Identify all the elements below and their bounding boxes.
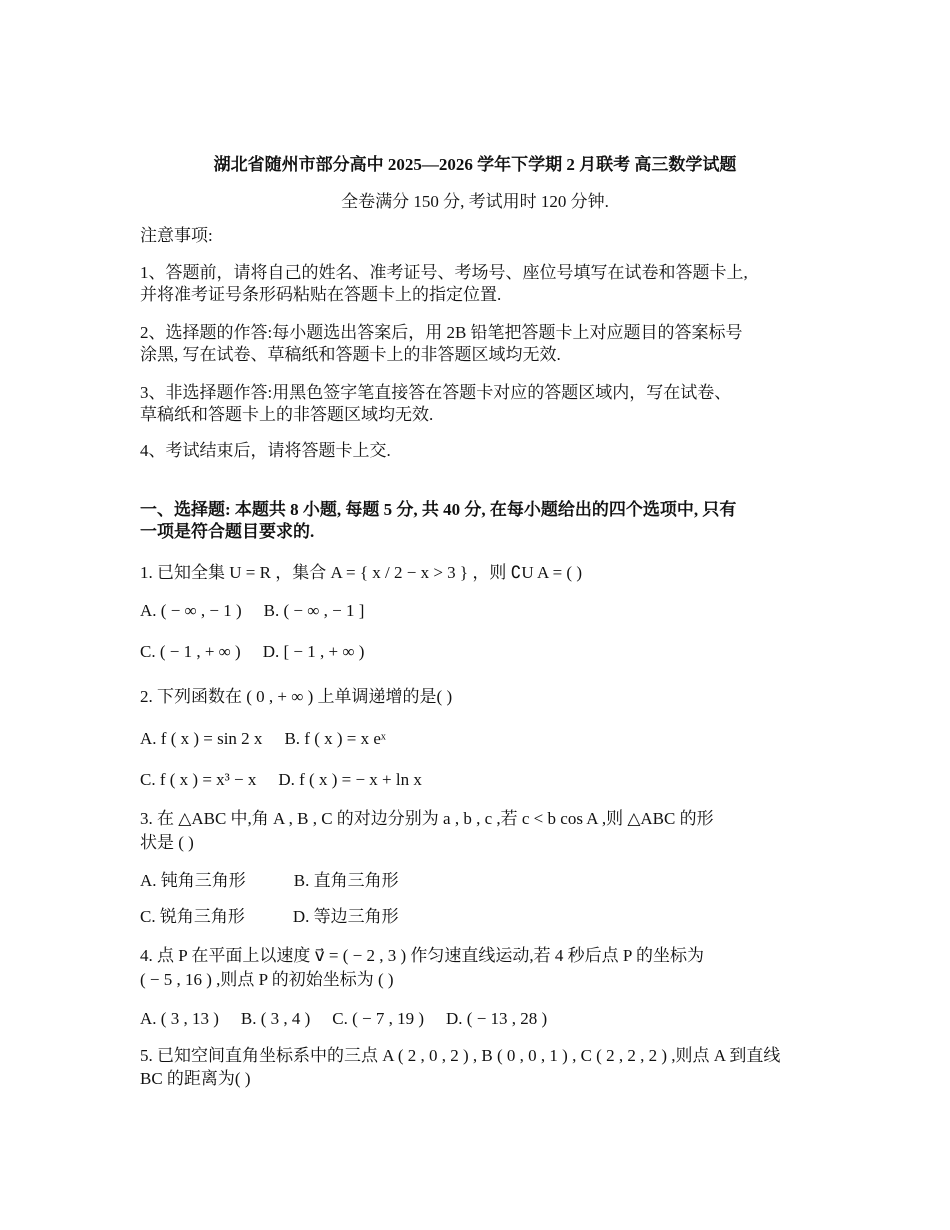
option-c: C. f ( x ) = x³ − x [140, 770, 257, 789]
question-2: 2. 下列函数在 ( 0 , + ∞ ) 上单调递增的是( ) [140, 687, 453, 706]
option-d: D. f ( x ) = − x + ln x [278, 770, 422, 789]
option-d: D. 等边三角形 [292, 907, 399, 926]
option-a: A. f ( x ) = sin 2 x [140, 729, 263, 748]
question-3: 状是 ( ) [140, 833, 194, 852]
question-1: 1. 已知全集 U = R ，集合 A = { x / 2 − x > 3 } ，则 ∁U A = ( ) [140, 563, 582, 582]
option-a: A. ( 3 , 13 ) [140, 1009, 219, 1028]
option-c: C. ( − 7 , 19 ) [332, 1009, 425, 1028]
option-b: B. ( − ∞ , − 1 ] [263, 601, 365, 620]
question-1-options [140, 641, 386, 663]
question-4-options [140, 1008, 569, 1030]
option-d: D. ( − 13 , 28 ) [446, 1009, 548, 1028]
option-c: C. ( − 1 , + ∞ ) [140, 642, 241, 661]
question-2-options [140, 728, 408, 750]
exam-title: 湖北省随州市部分高中 2025—2026 学年下学期 2 月联考 高三数学试题 [213, 155, 737, 174]
option-a: A. ( − ∞ , − 1 ) [140, 601, 242, 620]
option-b: B. ( 3 , 4 ) [240, 1009, 311, 1028]
question-5: BC 的距离为( ) [140, 1069, 251, 1088]
option-b: B. 直角三角形 [293, 871, 399, 890]
notice-line: 3、非选择题作答:用黑色签字笔直接答在答题卡对应的答题区域内，写在试卷、 [140, 383, 732, 402]
question-3-options [140, 906, 447, 928]
notice-line: 草稿纸和答题卡上的非答题区域均无效. [140, 405, 434, 424]
notice-line: 1、答题前，请将自己的姓名、准考证号、考场号、座位号填写在试卷和答题卡上, [140, 263, 748, 282]
notice-heading: 注意事项: [140, 226, 213, 245]
notice-line: 涂黑, 写在试卷、草稿纸和答题卡上的非答题区域均无效. [140, 345, 561, 364]
notice-line: 2、选择题的作答:每小题选出答案后，用 2B 铅笔把答题卡上对应题目的答案标号 [140, 323, 743, 342]
option-d: D. [ − 1 , + ∞ ) [262, 642, 365, 661]
question-3-options [140, 870, 447, 892]
question-5: 5. 已知空间直角坐标系中的三点 A ( 2 , 0 , 2 ) , B ( 0 , 0 , 1 ) , C ( 2 , 2 , 2 ) ,则点 A 到直线 [140, 1046, 781, 1065]
exam-subtitle: 全卷满分 150 分, 考试用时 120 分钟. [341, 192, 609, 211]
option-c: C. 锐角三角形 [140, 907, 245, 926]
section-heading: 一、选择题: 本题共 8 小题, 每题 5 分, 共 40 分, 在每小题给出的四个选项中, 只有 [140, 500, 737, 519]
option-a: A. 钝角三角形 [140, 871, 246, 890]
notice-line: 并将准考证号条形码粘贴在答题卡上的指定位置. [140, 285, 502, 304]
question-2-options [140, 769, 444, 791]
option-b: B. f ( x ) = x eˣ [284, 729, 386, 748]
question-1-options [140, 600, 386, 622]
question-4: 4. 点 P 在平面上以速度 v⃗ = ( − 2 , 3 ) 作匀速直线运动,若 4 秒后点 P 的坐标为 [140, 946, 704, 965]
question-4: ( − 5 , 16 ) ,则点 P 的初始坐标为 ( ) [140, 970, 394, 989]
question-3: 3. 在 △ABC 中,角 A , B , C 的对边分别为 a , b , c ,若 c < b cos A ,则 △ABC 的形 [140, 809, 714, 828]
section-heading: 一项是符合题目要求的. [140, 522, 315, 541]
notice-line: 4、考试结束后，请将答题卡上交. [140, 441, 391, 460]
